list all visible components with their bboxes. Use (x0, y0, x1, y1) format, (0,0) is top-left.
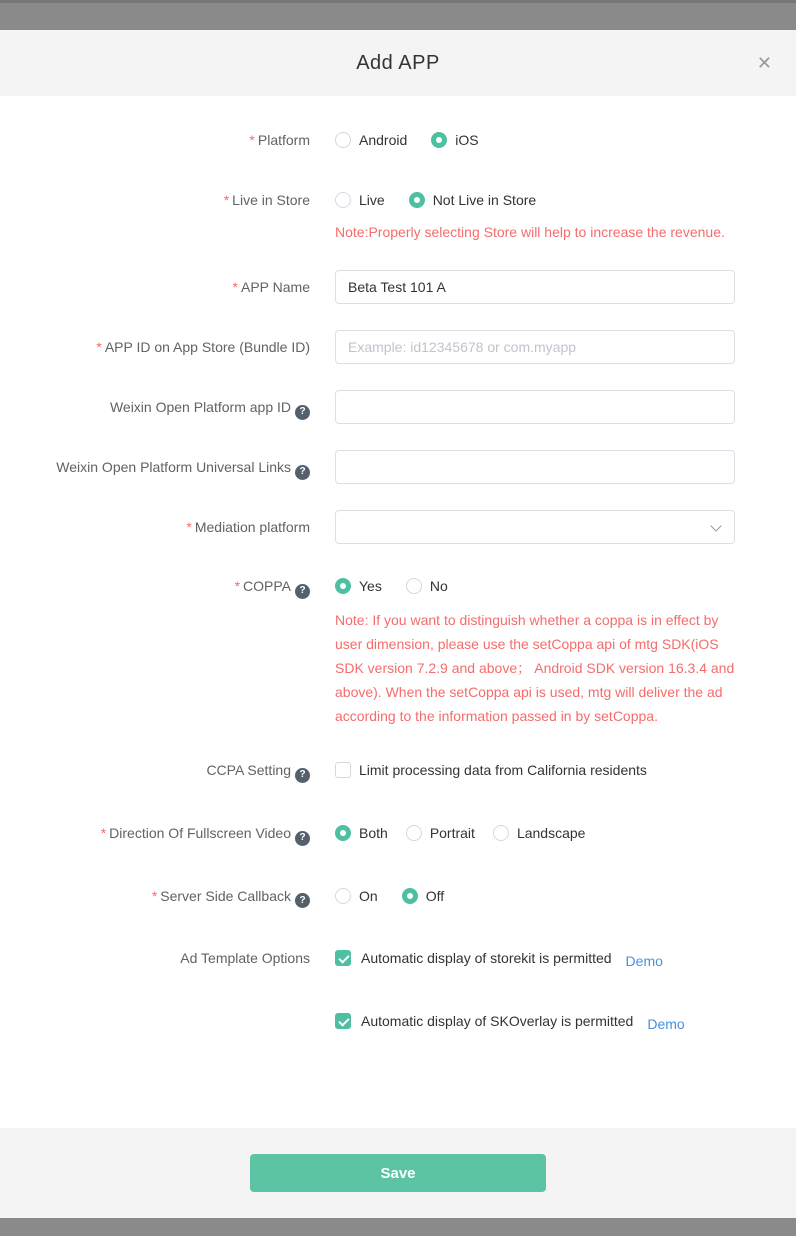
radio-label: iOS (455, 132, 479, 148)
checkbox-icon[interactable] (335, 950, 351, 966)
mediation-platform-select[interactable] (335, 510, 735, 544)
close-icon[interactable]: ✕ (751, 50, 778, 76)
direction-radio-both[interactable] (335, 823, 388, 843)
coppa-radio-yes[interactable] (335, 576, 382, 596)
radio-icon[interactable] (493, 825, 509, 841)
bundle-id-input[interactable] (335, 330, 735, 364)
required-marker: * (186, 519, 192, 535)
add-app-form (0, 96, 796, 1128)
required-marker: * (232, 279, 238, 295)
ccpa-checkbox-option[interactable] (335, 760, 647, 780)
radio-icon[interactable] (335, 192, 351, 208)
store-radio-not-live[interactable] (409, 190, 537, 210)
platform-row (0, 130, 796, 150)
chevron-down-icon (710, 520, 721, 531)
radio-icon[interactable] (335, 888, 351, 904)
help-icon[interactable]: ? (295, 768, 310, 783)
required-marker: * (151, 887, 158, 904)
direction-label: * Direction Of Fullscreen Video ? (0, 823, 310, 846)
coppa-note: Note: If you want to distinguish whether a coppa is in effect by user dimension, please use the setCoppa api of mtg SDK(iOS SDK version 7.2.9 and above； Android SDK version 16.3.4 and above). When the setCoppa api is used, mtg will deliver the ad according to the information passed in by setCoppa. (335, 612, 735, 724)
store-note: Note:Properly selecting Store will help to increase the revenue. (335, 224, 725, 240)
store-radio-live[interactable] (335, 190, 385, 210)
coppa-radio-no[interactable] (406, 576, 448, 596)
radio-icon[interactable] (402, 888, 418, 904)
app-name-label: * APP Name (232, 279, 310, 295)
required-marker: * (249, 132, 255, 148)
mediation-platform-row (0, 510, 796, 544)
weixin-app-id-input[interactable] (335, 390, 735, 424)
help-icon[interactable]: ? (295, 465, 310, 480)
server-callback-label: * Server Side Callback ? (0, 886, 310, 909)
radio-icon[interactable] (406, 825, 422, 841)
direction-row (0, 823, 796, 846)
weixin-universal-links-label: Weixin Open Platform Universal Links ? (0, 450, 310, 480)
app-name-input[interactable] (335, 270, 735, 304)
platform-radio-android[interactable] (335, 130, 407, 150)
modal-header (0, 30, 796, 96)
checkbox-label: Limit processing data from California residents (359, 762, 647, 778)
platform-radio-ios[interactable] (431, 130, 478, 150)
live-in-store-row (0, 190, 796, 244)
checkbox-icon[interactable] (335, 762, 351, 778)
ad-template-label: Ad Template Options (180, 950, 310, 966)
required-marker: * (96, 339, 102, 355)
callback-radio-on[interactable] (335, 886, 378, 906)
help-icon[interactable]: ? (295, 584, 310, 599)
coppa-label: * COPPA ? (0, 576, 310, 599)
mediation-platform-label: * Mediation platform (186, 519, 310, 535)
direction-radio-portrait[interactable] (406, 823, 475, 843)
weixin-universal-links-row (0, 450, 796, 484)
skoverlay-checkbox-option[interactable] (335, 1011, 633, 1031)
required-marker: * (234, 578, 241, 594)
radio-icon[interactable] (335, 825, 351, 841)
bundle-id-row (0, 330, 796, 364)
radio-label: No (429, 578, 448, 594)
save-button[interactable]: Save (250, 1154, 546, 1192)
required-marker: * (100, 825, 107, 841)
platform-label: * Platform (249, 132, 310, 148)
required-marker: * (223, 192, 230, 208)
storekit-checkbox-option[interactable] (335, 948, 612, 968)
live-in-store-label: * Live in Store (223, 192, 310, 208)
coppa-row (0, 576, 796, 724)
radio-icon[interactable] (335, 578, 351, 594)
help-icon[interactable]: ? (295, 405, 310, 420)
radio-label: Off (425, 887, 445, 904)
radio-icon[interactable] (409, 192, 425, 208)
checkbox-label: Automatic display of storekit is permitted (361, 950, 612, 966)
ccpa-row (0, 760, 796, 783)
server-callback-row (0, 886, 796, 909)
weixin-universal-links-input[interactable] (335, 450, 735, 484)
radio-label: Android (359, 132, 408, 148)
app-name-row (0, 270, 796, 304)
radio-icon[interactable] (431, 132, 447, 148)
radio-label: Landscape (516, 825, 586, 841)
radio-label: Not Live in Store (432, 192, 537, 208)
callback-radio-off[interactable] (402, 886, 444, 906)
skoverlay-demo-link[interactable]: Demo (647, 1016, 685, 1032)
checkbox-icon[interactable] (335, 1013, 351, 1029)
direction-radio-landscape[interactable] (493, 823, 586, 843)
ad-template-row (0, 948, 796, 1034)
radio-label: Both (359, 825, 388, 841)
help-icon[interactable]: ? (295, 893, 310, 908)
radio-icon[interactable] (335, 132, 351, 148)
weixin-app-id-label: Weixin Open Platform app ID ? (0, 390, 310, 420)
modal-title: Add APP (356, 51, 440, 74)
weixin-app-id-row (0, 390, 796, 424)
radio-icon[interactable] (406, 578, 422, 594)
modal-footer (0, 1128, 796, 1218)
page-background-top (0, 0, 796, 30)
help-icon[interactable]: ? (295, 831, 310, 846)
page-background-bottom (0, 1218, 796, 1236)
radio-label: Yes (359, 578, 382, 594)
radio-label: On (359, 887, 378, 904)
checkbox-label: Automatic display of SKOverlay is permitted (361, 1013, 634, 1029)
radio-label: Portrait (429, 825, 475, 841)
radio-label: Live (359, 192, 385, 208)
storekit-demo-link[interactable]: Demo (625, 953, 663, 969)
bundle-id-label: * APP ID on App Store (Bundle ID) (96, 339, 310, 355)
ccpa-label: CCPA Setting ? (0, 760, 310, 783)
